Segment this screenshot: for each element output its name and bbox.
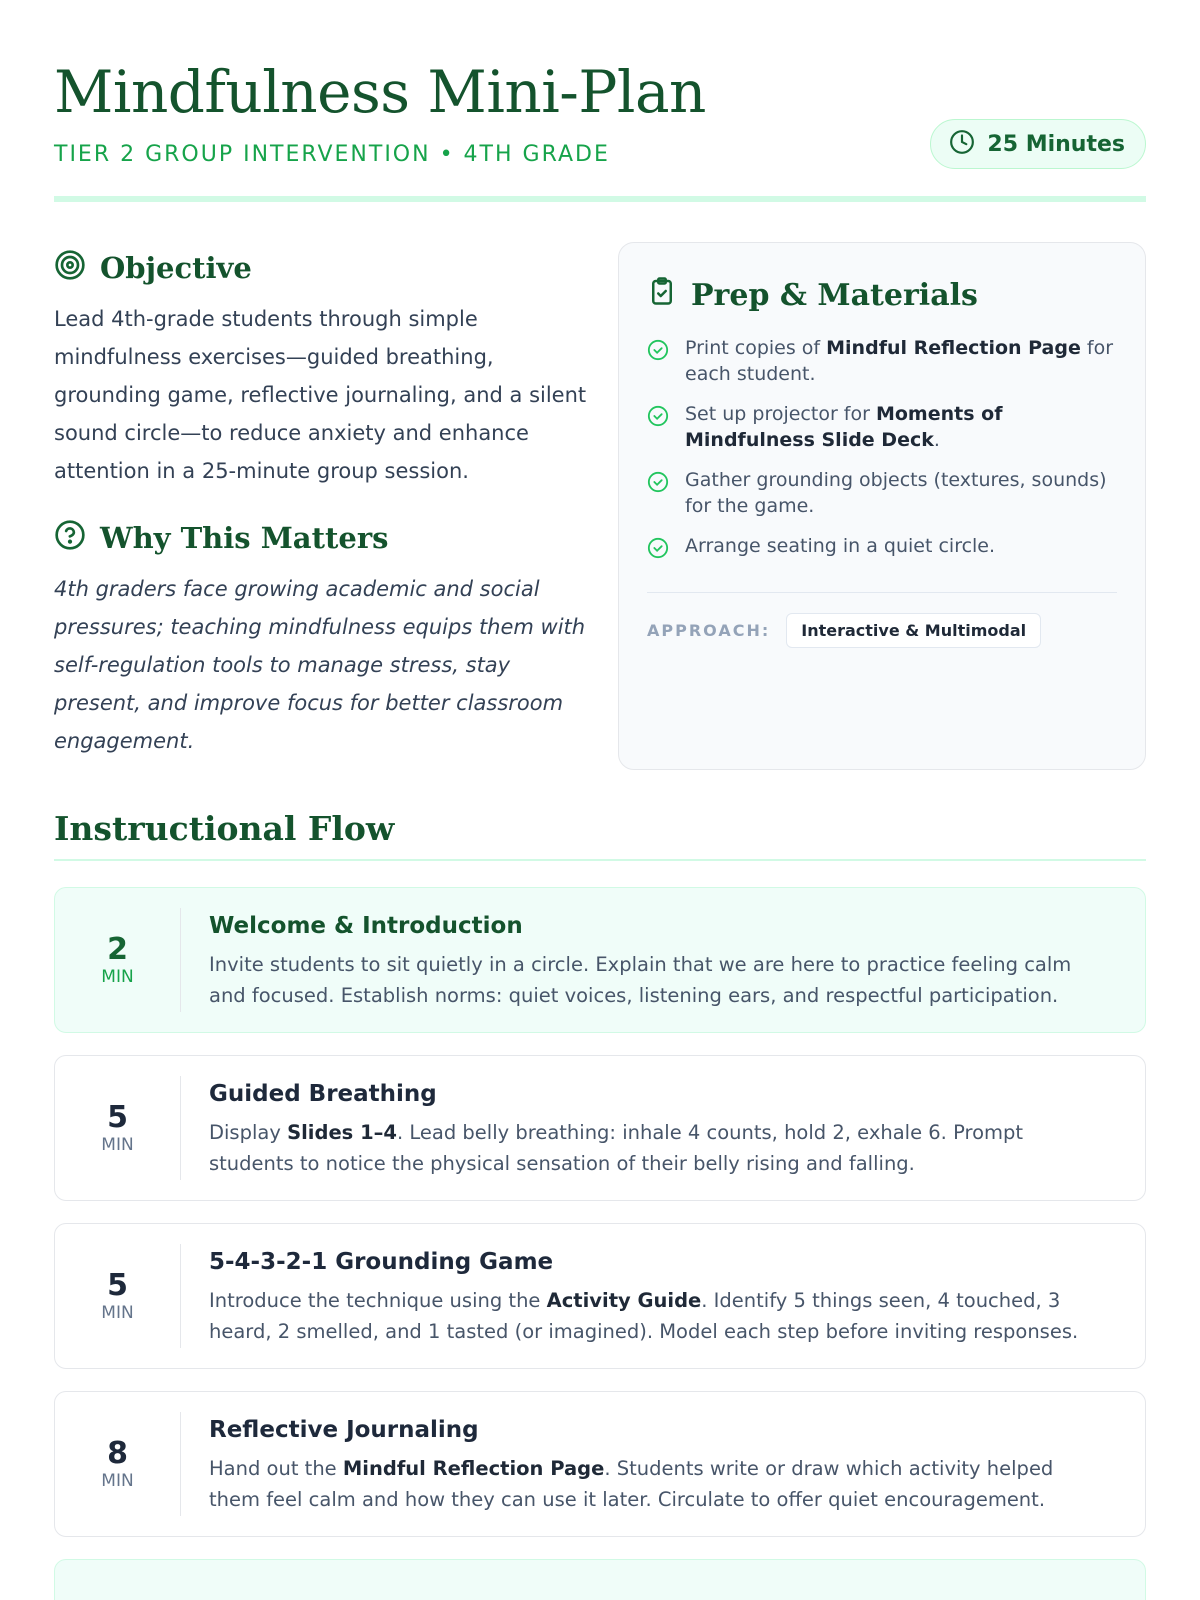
approach-tag: Interactive & Multimodal (786, 613, 1041, 648)
materials-card (618, 242, 1146, 770)
step-title: 5-4-3-2-1 Grounding Game (209, 1249, 554, 1275)
clock-icon (949, 129, 975, 160)
materials-item-text: Print copies of Mindful Reflection Page for each student. (685, 337, 1114, 385)
check-circle-icon (647, 339, 671, 368)
objective-text: Lead 4th-grade students through simple mindfulness exercises—guided breathing, grounding game, reflective journaling, and a silent sound circle—to reduce anxiety and enhance attention in a 25-minute group session. (54, 307, 587, 483)
step-duration (55, 908, 181, 1012)
step-title: Guided Breathing (209, 1081, 437, 1107)
step-unit: MIN (101, 967, 134, 987)
materials-item (647, 335, 1117, 387)
flow-step (54, 1055, 1146, 1201)
step-description: Invite students to sit quietly in a circle. Explain that we are here to practice feeling calm and focused. Establish norms: quiet voices, listening ears, and respectful participation. (209, 953, 1072, 1007)
objective-heading (54, 246, 594, 290)
materials-list (647, 335, 1117, 566)
step-minutes: 8 (107, 1436, 128, 1471)
materials-divider (647, 592, 1117, 593)
step-duration (55, 1076, 181, 1180)
materials-heading-text: Prep & Materials (691, 277, 978, 313)
target-icon (54, 249, 86, 288)
flow-step-partial (54, 1559, 1146, 1600)
step-minutes: 5 (107, 1100, 128, 1135)
question-circle-icon (54, 519, 86, 558)
step-unit: MIN (101, 1471, 134, 1491)
step-title: Reflective Journaling (209, 1417, 479, 1443)
page-header (54, 0, 1146, 202)
why-text: 4th graders face growing academic and social pressures; teaching mindfulness equips them with self-regulation tools to manage stress, stay present, and improve focus for better classroom engagement. (54, 577, 586, 753)
step-description: Display Slides 1–4. Lead belly breathing: inhale 4 counts, hold 2, exhale 6. Prompt students to notice the physical sensation of their belly rising and falling. (209, 1121, 1024, 1175)
step-unit: MIN (101, 1135, 134, 1155)
why-section (54, 516, 594, 760)
step-description: Hand out the Mindful Reflection Page. Students write or draw which activity helped them feel calm and how they can use it later. Circulate to offer quiet encouragement. (209, 1457, 1054, 1511)
step-title: Welcome & Introduction (209, 913, 523, 939)
flow-step (54, 1223, 1146, 1369)
step-description: Introduce the technique using the Activity Guide. Identify 5 things seen, 4 touched, 3 heard, 2 smelled, and 1 tasted (or imagined). Model each step before inviting responses. (209, 1289, 1079, 1343)
step-minutes: 5 (107, 1268, 128, 1303)
duration-text: 25 Minutes (987, 131, 1125, 157)
materials-item (647, 467, 1117, 519)
flow-step (54, 1391, 1146, 1537)
step-duration (55, 1244, 181, 1348)
step-duration (55, 1412, 181, 1516)
clipboard-check-icon (647, 276, 677, 314)
materials-item (647, 533, 1117, 566)
check-circle-icon (647, 405, 671, 434)
page-title: Mindfulness Mini-Plan (54, 58, 706, 126)
step-minutes: 2 (107, 932, 128, 967)
overview-left-column (54, 246, 594, 760)
why-heading-text: Why This Matters (100, 521, 389, 555)
materials-item-text: Set up projector for Moments of Mindfulness Slide Deck. (685, 403, 1003, 451)
flow-heading: Instructional Flow (54, 809, 1146, 861)
check-circle-icon (647, 471, 671, 500)
step-unit: MIN (101, 1303, 134, 1323)
check-circle-icon (647, 537, 671, 566)
materials-heading (647, 273, 1117, 317)
instructional-flow-list (54, 887, 1146, 1600)
flow-step (54, 887, 1146, 1033)
why-heading (54, 516, 594, 560)
materials-item-text: Gather grounding objects (textures, sounds) for the game. (685, 469, 1107, 517)
duration-badge (930, 119, 1146, 169)
step-body (181, 1245, 1145, 1347)
step-body (181, 909, 1145, 1011)
overview-section (54, 202, 1146, 777)
approach-label: APPROACH: (647, 621, 771, 640)
materials-item (647, 401, 1117, 453)
objective-heading-text: Objective (100, 251, 252, 285)
step-body (181, 1413, 1145, 1515)
step-body (181, 1077, 1145, 1179)
page-subtitle: TIER 2 GROUP INTERVENTION • 4TH GRADE (54, 142, 610, 167)
materials-item-text: Arrange seating in a quiet circle. (685, 535, 996, 557)
approach-row (647, 613, 1117, 648)
